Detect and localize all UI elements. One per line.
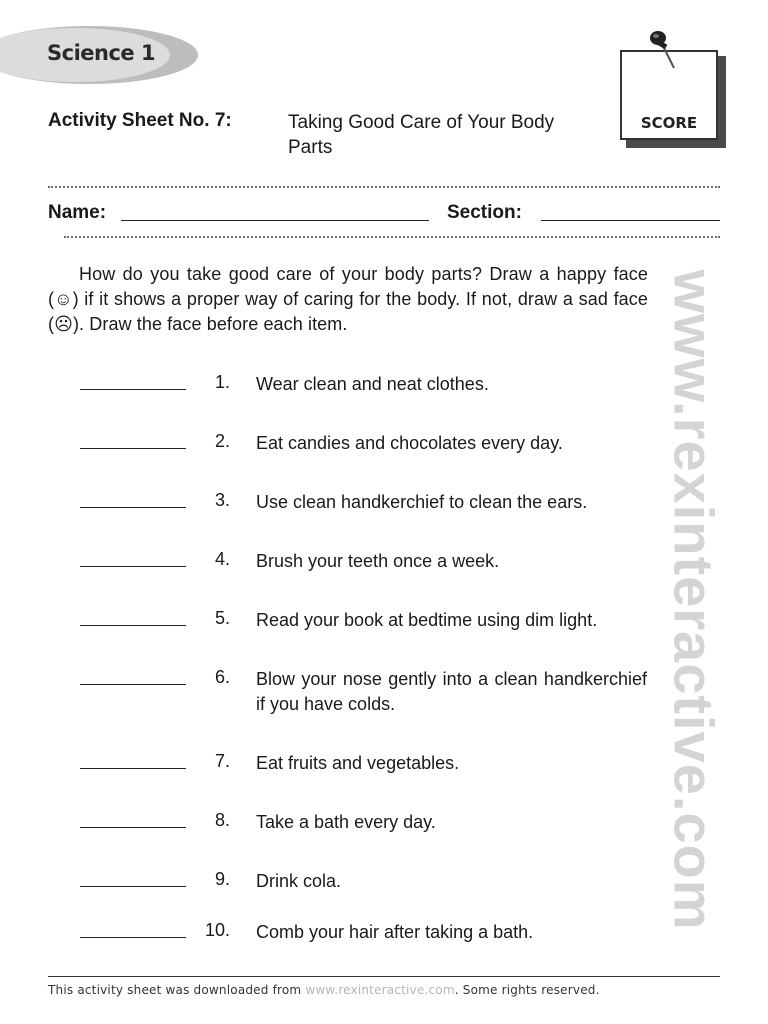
list-item: [0, 372, 660, 422]
activity-title: Taking Good Care of Your Body Parts: [288, 112, 555, 158]
name-field[interactable]: [121, 220, 429, 221]
answer-blank[interactable]: [80, 886, 186, 887]
answer-blank[interactable]: [80, 827, 186, 828]
item-number: 2.: [214, 431, 230, 451]
footer: [48, 983, 600, 997]
answer-blank[interactable]: [80, 768, 186, 769]
section-label: Section:: [447, 202, 522, 223]
footer-divider: [48, 976, 720, 977]
item-text: Drink cola.: [256, 871, 342, 891]
answer-blank[interactable]: [80, 448, 186, 449]
score-label: SCORE: [640, 114, 698, 132]
item-text: Use clean handkerchief to clean the ears.: [256, 492, 588, 512]
answer-blank[interactable]: [80, 507, 186, 508]
item-text: Blow your nose gently into a clean handkerchief if you have colds.: [256, 669, 647, 714]
item-text: Take a bath every day.: [256, 812, 436, 832]
instructions: [48, 262, 648, 337]
list-item: [0, 920, 660, 970]
answer-blank[interactable]: [80, 625, 186, 626]
answer-blank[interactable]: [80, 684, 186, 685]
item-number: 10.: [204, 920, 230, 940]
section-field[interactable]: [541, 220, 720, 221]
item-text: Brush your teeth once a week.: [256, 551, 500, 571]
item-number: 4.: [214, 549, 230, 569]
footer-prefix: This activity sheet was downloaded from: [48, 983, 306, 997]
footer-suffix: . Some rights reserved.: [454, 983, 600, 997]
answer-blank[interactable]: [80, 937, 186, 938]
instructions-text: How do you take good care of your body parts? Draw a happy face (☺) if it shows a proper way of caring for the body. If not, draw a sad face (☹). Draw the face before each item.: [48, 264, 648, 334]
item-number: 6.: [214, 667, 230, 687]
watermark-text: www.rexinteractive.com: [662, 269, 726, 931]
item-text: Eat fruits and vegetables.: [256, 753, 460, 773]
name-label: Name:: [48, 202, 107, 223]
item-text: Comb your hair after taking a bath.: [256, 922, 534, 942]
list-item: [0, 431, 660, 481]
item-text: Eat candies and chocolates every day.: [256, 433, 563, 453]
list-item: [0, 869, 660, 919]
item-number: 5.: [214, 608, 230, 628]
dotted-divider-top: [48, 186, 720, 188]
footer-link[interactable]: www.rexinteractive.com: [305, 983, 455, 997]
item-number: 1.: [214, 372, 230, 392]
answer-blank[interactable]: [80, 566, 186, 567]
list-item: [0, 549, 660, 599]
list-item: [0, 490, 660, 540]
item-number: 7.: [214, 751, 230, 771]
item-number: 3.: [214, 490, 230, 510]
subject-title: Science 1: [47, 41, 156, 65]
activity-number: Activity Sheet No. 7:: [48, 110, 232, 131]
pushpin-icon: [647, 28, 681, 72]
item-text: Wear clean and neat clothes.: [256, 374, 489, 394]
list-item: [0, 608, 660, 658]
item-number: 9.: [214, 869, 230, 889]
list-item: [0, 751, 660, 801]
list-item: [0, 667, 660, 717]
answer-blank[interactable]: [80, 389, 186, 390]
item-text: Read your book at bedtime using dim light.: [256, 610, 598, 630]
list-item: [0, 810, 660, 860]
dotted-divider-bottom: [64, 236, 720, 238]
item-number: 8.: [214, 810, 230, 830]
